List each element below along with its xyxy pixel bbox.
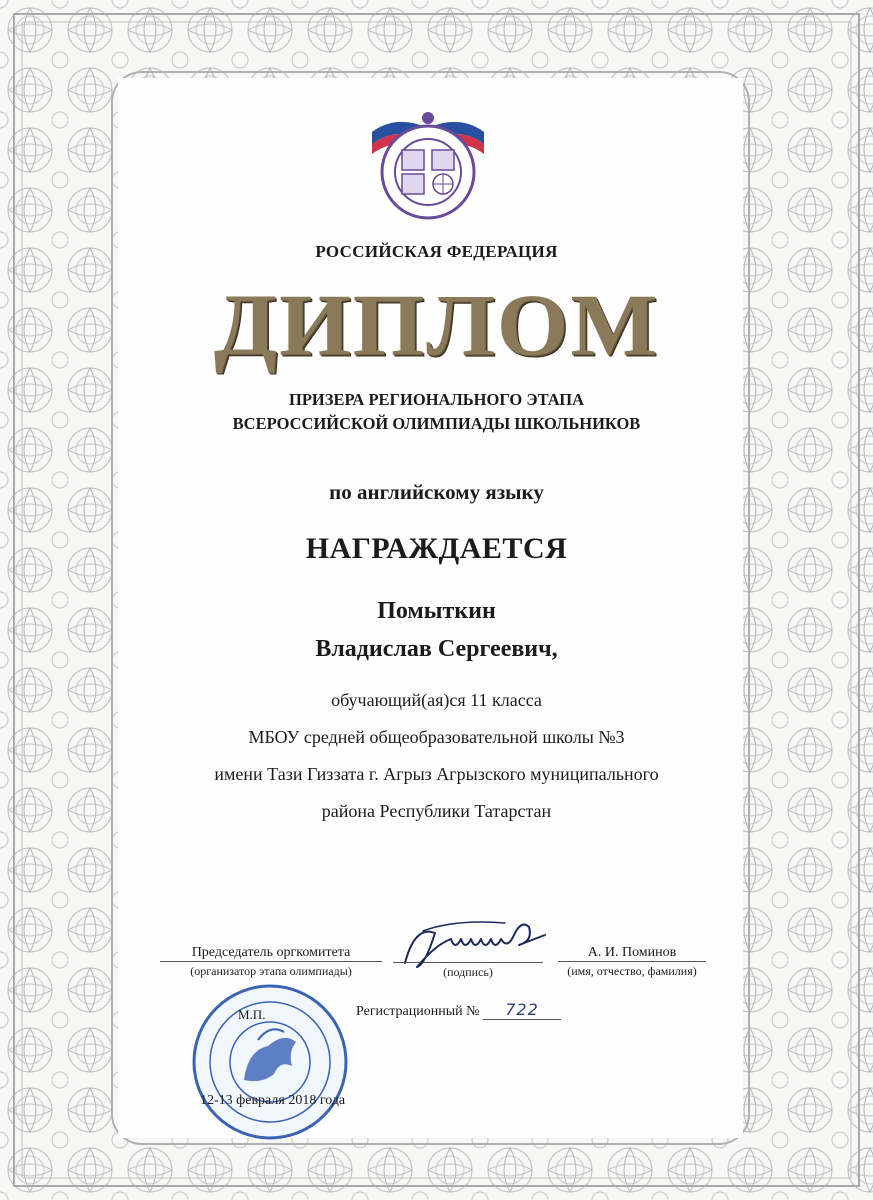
olympiad-emblem bbox=[366, 104, 490, 222]
handwritten-signature bbox=[395, 905, 555, 975]
subtitle-line-2: ВСЕРОССИЙСКОЙ ОЛИМПИАДЫ ШКОЛЬНИКОВ bbox=[232, 414, 641, 433]
recipient-name bbox=[0, 592, 873, 668]
olympiad-date: 12-13 февраля 2018 года bbox=[200, 1093, 346, 1108]
person-caption: (имя, отчество, фамилия) bbox=[567, 964, 697, 978]
signature-caption: (подпись) bbox=[443, 965, 493, 979]
role-caption: (организатор этапа олимпиады) bbox=[190, 964, 352, 978]
registration-label: Регистрационный № bbox=[356, 1004, 480, 1019]
registration-number: 722 bbox=[483, 1000, 561, 1020]
awarded-heading: НАГРАЖДАЕТСЯ bbox=[305, 532, 568, 565]
details-line-3: имени Тази Гиззата г. Агрыз Агрызского муниципального bbox=[214, 764, 659, 784]
details-line-4: района Республики Татарстан bbox=[321, 801, 552, 821]
subject: по английскому языку bbox=[329, 480, 544, 504]
official-stamp bbox=[188, 980, 353, 1145]
stamp-place-label: М.П. bbox=[238, 1007, 266, 1022]
registration bbox=[356, 1000, 561, 1020]
person-block bbox=[558, 945, 706, 979]
details-line-1: обучающий(ая)ся 11 класса bbox=[331, 690, 542, 710]
diploma-subtitle bbox=[0, 388, 873, 436]
country-heading: РОССИЙСКАЯ ФЕДЕРАЦИЯ bbox=[315, 242, 558, 261]
person-name: А. И. Поминов bbox=[558, 945, 706, 962]
recipient-given-names: Владислав Сергеевич, bbox=[315, 636, 558, 662]
role-label: Председатель оргкомитета bbox=[160, 945, 382, 962]
recipient-details bbox=[0, 682, 873, 830]
recipient-surname: Помыткин bbox=[377, 598, 496, 624]
details-line-2: МБОУ средней общеобразовательной школы №3 bbox=[248, 727, 625, 747]
role-block bbox=[160, 945, 382, 979]
diploma-title: ДИПЛОМ bbox=[213, 276, 660, 374]
subtitle-line-1: ПРИЗЕРА РЕГИОНАЛЬНОГО ЭТАПА bbox=[288, 390, 585, 409]
